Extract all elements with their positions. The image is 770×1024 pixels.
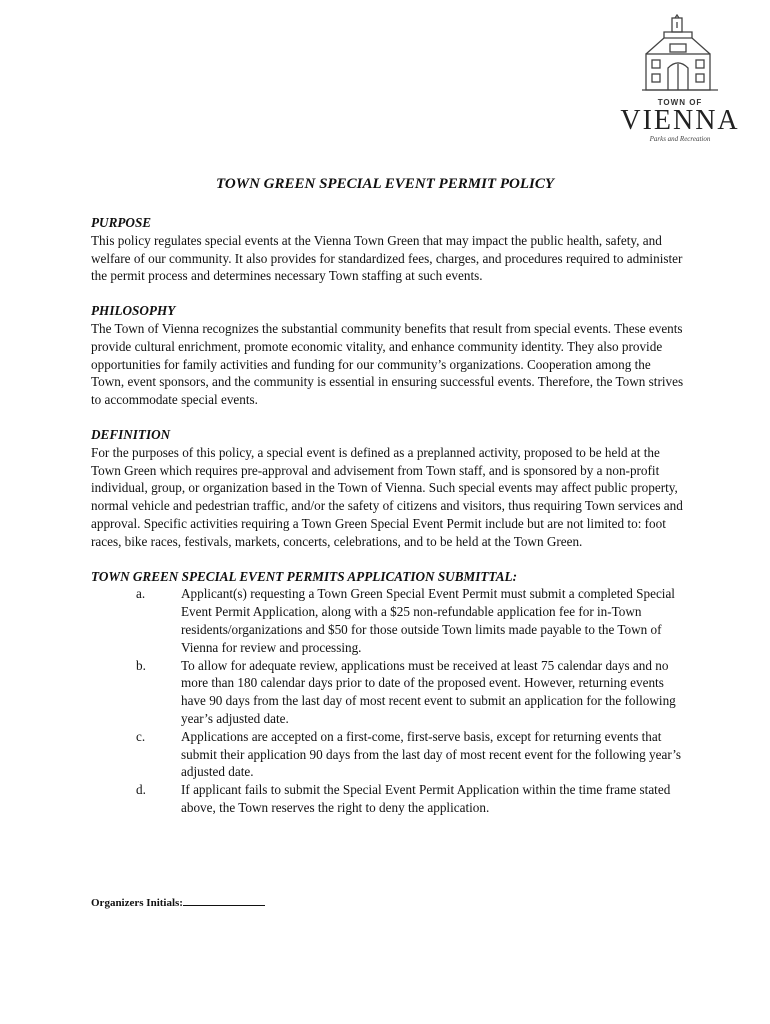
town-hall-icon: [640, 14, 720, 94]
list-item: [91, 585, 686, 656]
list-marker: a.: [136, 586, 146, 602]
list-marker: b.: [136, 657, 146, 673]
town-logo: [612, 14, 748, 164]
document-body: [91, 214, 686, 817]
list-item-text: Applications are accepted on a first-come, first-serve basis, except for returning events that submit their application 90 days from the last day of most recent event for the following year’s adjusted date.: [181, 728, 682, 780]
submittal-heading: TOWN GREEN SPECIAL EVENT PERMITS APPLICATION SUBMITTAL:: [91, 568, 517, 584]
purpose-text: This policy regulates special events at the Vienna Town Green that may impact the public health, safety, and welfare of our community. It also provides for standardized fees, charges, and procedures required to administer the permit process and determines necessary Town staffing at such events.: [91, 232, 683, 284]
organizer-initials: [91, 894, 265, 909]
submittal-list: [91, 585, 686, 816]
list-item: [91, 728, 686, 781]
initials-label: Organizers Initials:: [91, 897, 183, 909]
list-item-text: If applicant fails to submit the Special Event Permit Application within the time frame stated above, the Town reserves the right to deny the application.: [181, 782, 671, 815]
initials-field[interactable]: [183, 894, 265, 906]
philosophy-text: The Town of Vienna recognizes the substantial community benefits that result from special events. These events provide cultural enrichment, promote economic vitality, and enhance community identity. They also provide opportunities for family activities and funding for our community’s organizations. Cooperation among the Town, event sponsors, and the community is essential in ensuring successful events. Therefore, the Town strives to accommodate special events.: [91, 320, 684, 408]
logo-vienna: VIENNA: [620, 105, 740, 136]
definition-heading: DEFINITION: [91, 426, 171, 442]
list-marker: c.: [136, 728, 146, 744]
list-item: [91, 657, 686, 728]
logo-town-of: TOWN OF: [657, 98, 703, 107]
definition-text: For the purposes of this policy, a special event is defined as a preplanned activity, proposed to be held at the Town Green which requires pre-approval and advisement from Town staff, and is sponsored by a non-profit individual, group, or organization based in the Town of Vienna. Such special events may affect public property, normal vehicle and pedestrian traffic, and/or the safety of citizens and visitors, thus requiring Town services and approval. Specific activities requiring a Town Green Special Event Permit include but are not limited to: foot races, bike races, festivals, markets, concerts, celebrations, and to be held at the Town Green.: [91, 444, 683, 549]
list-item: [91, 781, 686, 817]
logo-subtitle: Parks and Recreation: [649, 135, 711, 143]
purpose-heading: PURPOSE: [91, 215, 152, 230]
list-item-text: Applicant(s) requesting a Town Green Special Event Permit must submit a completed Special Event Permit Application, along with a $25 non-refundable application fee for in-Town residents/organizations and $50 for those outside Town limits made payable to the Town of Vienna for review and processing.: [181, 586, 675, 655]
list-item-text: To allow for adequate review, applications must be received at least 75 calendar days and no more than 180 calendar days prior to date of the proposed event. However, returning events have 90 days from the last day of most recent event to submit an application for the following year’s adjusted date.: [181, 657, 676, 726]
philosophy-heading: PHILOSOPHY: [91, 303, 176, 319]
list-marker: d.: [136, 782, 146, 798]
document-title: TOWN GREEN SPECIAL EVENT PERMIT POLICY: [216, 176, 554, 192]
